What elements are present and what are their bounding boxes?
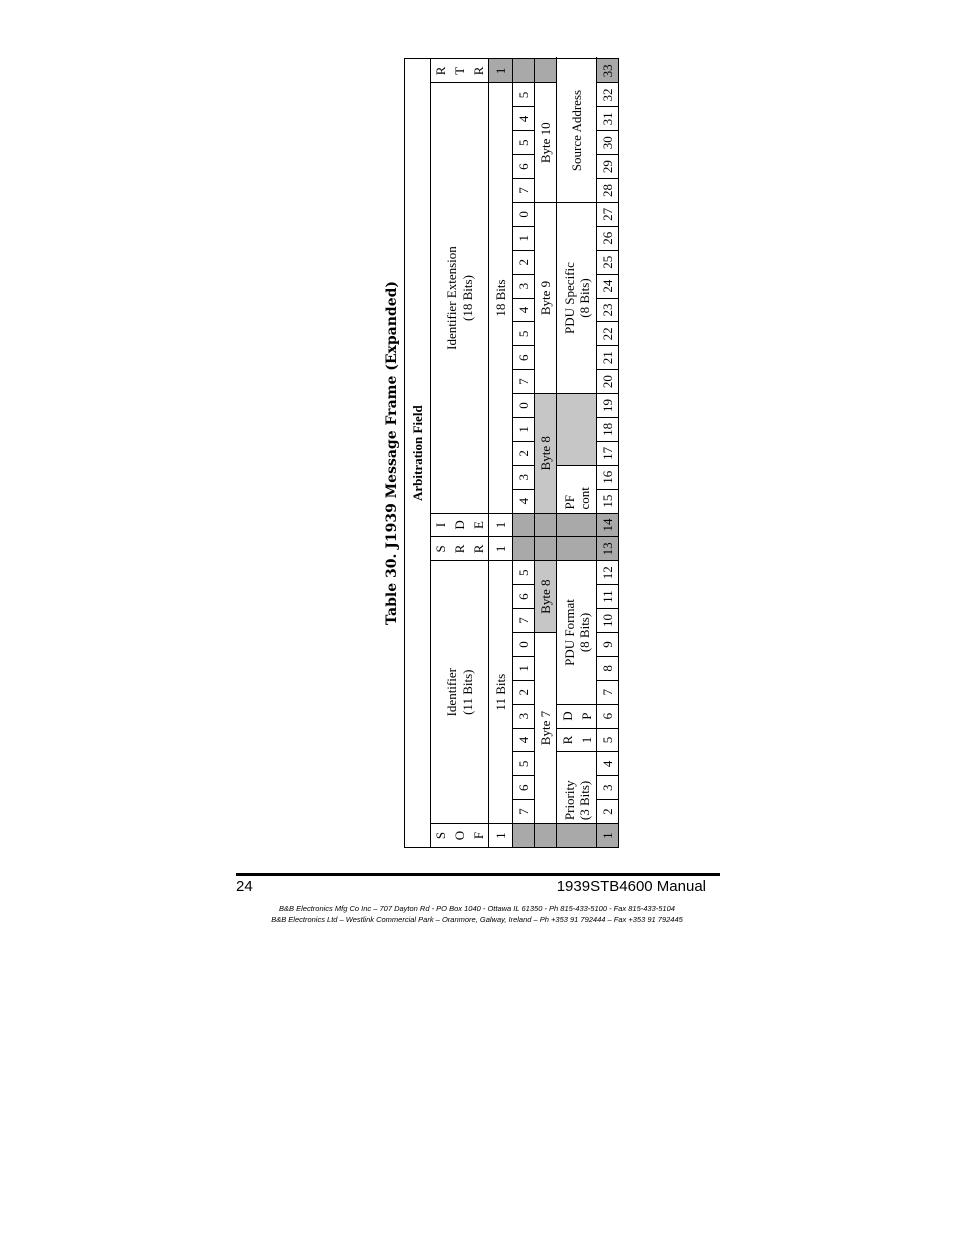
sof-cell: [431, 824, 489, 848]
number-cell: 1: [597, 824, 619, 848]
bitpos: 7: [513, 609, 535, 633]
bitpos-blank: [513, 513, 535, 537]
bitpos-blank: [513, 59, 535, 83]
bitpos: 0: [513, 394, 535, 418]
number-cell: 20: [597, 370, 619, 394]
bitpos: 1: [513, 417, 535, 441]
page-number: 24: [236, 878, 253, 895]
rtr-bits: 1: [489, 59, 513, 83]
table-title: Table 30. J1939 Message Frame (Expanded): [384, 280, 400, 626]
bitpos: 3: [513, 274, 535, 298]
number-cell: 11: [597, 585, 619, 609]
arbitration-field-header: Arbitration Field: [405, 59, 431, 848]
number-cell: 14: [597, 513, 619, 537]
footer-address-1: B&B Electronics Mfg Co Inc – 707 Dayton Rd - PO Box 1040 - Ottawa IL 61350 - Ph 815-433-5100 - Fax 815-433-5104: [279, 904, 675, 913]
number-cell: 5: [597, 728, 619, 752]
number-cell: 26: [597, 226, 619, 250]
byte8b-label: Byte 8: [535, 394, 557, 513]
number-cell: 22: [597, 322, 619, 346]
manual-title: 1939STB4600 Manual: [556, 878, 706, 895]
byte8a-label: Byte 8: [535, 561, 557, 633]
data-page-field: D P: [557, 704, 597, 728]
ide-bits: 1: [489, 513, 513, 537]
bitpos: 0: [513, 632, 535, 656]
bitpos: 1: [513, 656, 535, 680]
pf-cont-field: PF cont: [557, 465, 597, 513]
bitpos: 6: [513, 346, 535, 370]
srr-bits: 1: [489, 537, 513, 561]
byte-blank: [535, 513, 557, 537]
rtr-cell: R T R: [431, 59, 489, 83]
bitpos: 7: [513, 179, 535, 203]
bitpos: 5: [513, 131, 535, 155]
ide-cell: I D E: [431, 513, 489, 537]
bitpos: 2: [513, 680, 535, 704]
reserved-field: R 1: [557, 728, 597, 752]
footer-rule: [236, 873, 720, 876]
number-cell: 28: [597, 179, 619, 203]
number-cell: 27: [597, 202, 619, 226]
bitpos: 4: [513, 728, 535, 752]
number-cell: 16: [597, 465, 619, 489]
footer-address-2: B&B Electronics Ltd – Westlink Commercial Park – Oranmore, Galway, Ireland – Ph +353 91 792444 – Fax +353 91 792445: [271, 915, 683, 924]
field-blank: [557, 824, 597, 848]
number-cell: 9: [597, 632, 619, 656]
bitpos: 4: [513, 298, 535, 322]
bitpos: 0: [513, 202, 535, 226]
number-cell: 8: [597, 656, 619, 680]
pf-cont-shade: [557, 394, 597, 466]
bitpos: 7: [513, 800, 535, 824]
number-cell: 7: [597, 680, 619, 704]
number-cell: 15: [597, 489, 619, 513]
sof-bits: 1: [489, 824, 513, 848]
source-address-field: Source Address: [557, 59, 597, 203]
number-cell: 18: [597, 417, 619, 441]
bitpos: 6: [513, 155, 535, 179]
byte-blank: [535, 537, 557, 561]
identifier-extension-label: Identifier Extension (18 Bits): [431, 83, 489, 513]
number-cell: 33: [597, 59, 619, 83]
bitpos-blank: [513, 537, 535, 561]
bitpos: 3: [513, 704, 535, 728]
number-cell: 6: [597, 704, 619, 728]
number-cell: 3: [597, 776, 619, 800]
extension-bits: 18 Bits: [489, 83, 513, 513]
field-blank: [557, 513, 597, 537]
number-cell: 10: [597, 609, 619, 633]
sof-letter: F: [471, 831, 486, 840]
identifier-label: Identifier (11 Bits): [431, 561, 489, 824]
bitpos: 5: [513, 83, 535, 107]
bitpos: 4: [513, 107, 535, 131]
number-cell: 23: [597, 298, 619, 322]
byte10-label: Byte 10: [535, 83, 557, 202]
bitpos: 5: [513, 322, 535, 346]
bitpos: 4: [513, 489, 535, 513]
byte-blank: [535, 824, 557, 848]
number-row: [597, 59, 619, 848]
bitpos: 5: [513, 561, 535, 585]
identifier-bits: 11 Bits: [489, 561, 513, 824]
byte9-label: Byte 9: [535, 202, 557, 393]
rotated-frame-table: [380, 58, 619, 848]
byte7-label: Byte 7: [535, 632, 557, 823]
number-cell: 4: [597, 752, 619, 776]
number-cell: 21: [597, 346, 619, 370]
bitpos: 7: [513, 370, 535, 394]
bitpos: 6: [513, 776, 535, 800]
number-cell: 32: [597, 83, 619, 107]
bitpos: 3: [513, 465, 535, 489]
sof-letter: O: [452, 830, 467, 841]
number-cell: 24: [597, 274, 619, 298]
priority-field: Priority (3 Bits): [557, 752, 597, 824]
bitpos: 2: [513, 441, 535, 465]
bitpos: 2: [513, 250, 535, 274]
bitpos-blank: [513, 824, 535, 848]
number-cell: 19: [597, 394, 619, 418]
number-cell: 31: [597, 107, 619, 131]
number-cell: 2: [597, 800, 619, 824]
bitpos: 1: [513, 226, 535, 250]
field-blank: [557, 537, 597, 561]
bitpos: 5: [513, 752, 535, 776]
number-cell: 13: [597, 537, 619, 561]
pdu-specific-field: PDU Specific (8 Bits): [557, 202, 597, 393]
number-cell: 12: [597, 561, 619, 585]
byte-blank: [535, 59, 557, 83]
sof-letter: S: [433, 831, 448, 840]
number-cell: 30: [597, 131, 619, 155]
number-cell: 25: [597, 250, 619, 274]
bitpos: 6: [513, 585, 535, 609]
pdu-format-field: PDU Format (8 Bits): [557, 561, 597, 704]
srr-cell: S R R: [431, 537, 489, 561]
number-cell: 29: [597, 155, 619, 179]
frame-table: [404, 58, 619, 848]
number-cell: 17: [597, 441, 619, 465]
